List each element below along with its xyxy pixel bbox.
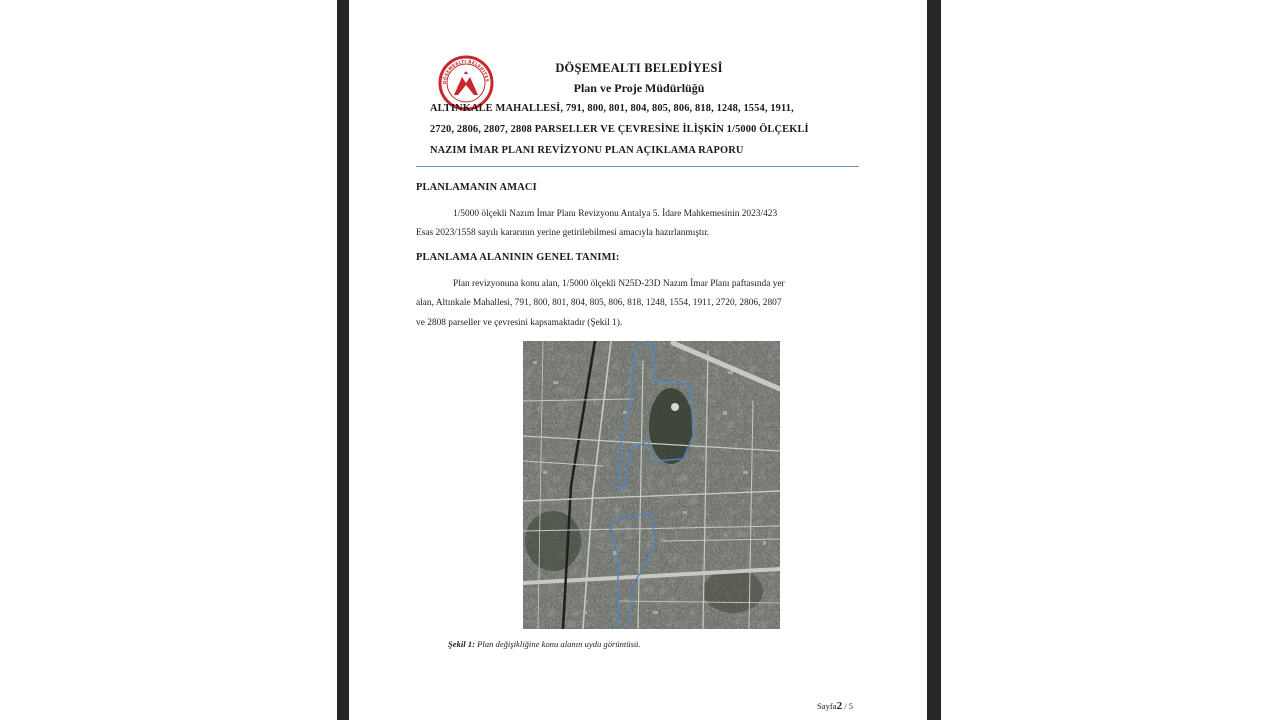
figure-caption <box>448 639 640 649</box>
purpose-text-line: Esas 2023/1558 sayılı kararının yerine getirilebilmesi amacıyla hazırlanmıştır. <box>416 228 710 238</box>
page-footer <box>817 700 853 712</box>
page-number: 2 <box>836 700 843 712</box>
area-text-line: ve 2808 parseller ve çevresini kapsamaktadır (Şekil 1). <box>416 318 623 328</box>
area-text-line: Plan revizyonuna konu alan, 1/5000 ölçekli N25D-23D Nazım İmar Planı paftasında yer <box>453 279 785 289</box>
document-page <box>349 0 927 720</box>
page-total: / 5 <box>842 701 854 711</box>
purpose-text-line: 1/5000 ölçekli Nazım İmar Planı Revizyonu Antalya 5. İdare Mahkemesinin 2023/423 <box>453 209 778 219</box>
department-name: Plan ve Proje Müdürlüğü <box>573 81 705 95</box>
page-label: Sayfa <box>817 701 837 711</box>
area-text-line: alan, Altınkale Mahallesi, 791, 800, 801, 804, 805, 806, 818, 1248, 1554, 1911, 2720, 2806, 2807 <box>416 298 782 308</box>
viewer-frame-right <box>927 0 941 720</box>
satellite-image <box>523 341 780 629</box>
viewer-frame-left <box>337 0 349 720</box>
report-title-line-3: NAZIM İMAR PLANI REVİZYONU PLAN AÇIKLAMA RAPORU <box>430 145 744 156</box>
figure-caption-label: Şekil 1: <box>448 639 475 649</box>
figure-caption-text: Plan değişikliğine konu alanın uydu görüntüsü. <box>474 639 641 649</box>
section-heading-area: PLANLAMA ALANININ GENEL TANIMI: <box>416 252 620 263</box>
header-divider <box>416 166 859 167</box>
report-title-line-1: ALTINKALE MAHALLESİ, 791, 800, 801, 804, 805, 806, 818, 1248, 1554, 1911, <box>430 103 794 114</box>
logo-text: DÖŞEMEALTI BELEDİYES <box>441 58 491 85</box>
section-heading-purpose: PLANLAMANIN AMACI <box>416 182 537 193</box>
report-title-line-2: 2720, 2806, 2807, 2808 PARSELLER VE ÇEVRESİNE İLİŞKİN 1/5000 ÖLÇEKLİ <box>430 124 809 135</box>
organization-name: DÖŞEMEALTI BELEDİYESİ <box>555 61 723 75</box>
